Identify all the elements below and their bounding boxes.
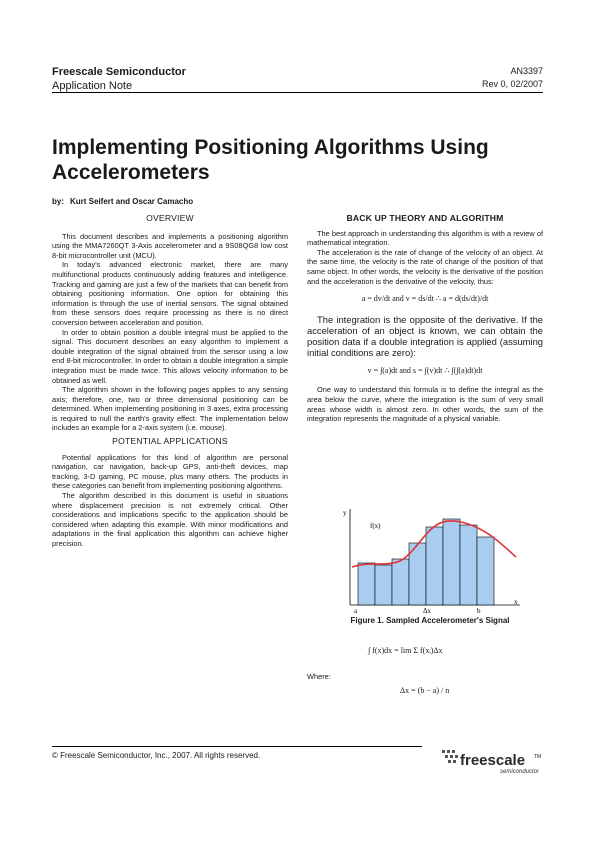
company-name: Freescale Semiconductor: [52, 66, 186, 78]
theory-paragraph: The integration is the opposite of the derivative. If the acceleration of an object is known, we can obtain the position data if a double integration is applied (assuming initial conditions are zero):: [307, 313, 543, 358]
right-column: [307, 213, 543, 424]
copyright: © Freescale Semiconductor, Inc., 2007. All rights reserved.: [52, 751, 261, 760]
applications-heading: POTENTIAL APPLICATIONS: [112, 436, 228, 447]
b-label: b: [477, 607, 481, 615]
riemann-sum-equation: ∫ f(x)dx = lim Σ f(xᵢ)Δx: [368, 646, 443, 655]
document-type: Application Note: [52, 80, 133, 92]
authors-names: Kurt Seifert and Oscar Camacho: [70, 197, 194, 206]
sample-bar: [375, 565, 392, 605]
bars: [358, 519, 494, 605]
header-divider: [52, 92, 543, 93]
x-label: x: [514, 598, 518, 606]
sample-bar: [426, 527, 443, 605]
freescale-logo-icon: [440, 748, 462, 770]
sample-bar: [358, 563, 375, 605]
derivative-equation: a = dv/dt and v = ds/dt ∴ a = d(ds/dt)/dt: [361, 294, 489, 304]
overview-paragraph: The algorithm shown in the following pages applies to any sensing axis; therefore, one, two or three dimensional positioning can be determined. When implementing positioning in 3 axes, extra processing is required to null the earth's gravity effect. The implementation below includes an example for a 2-axis system (i.e. mouse).: [52, 385, 288, 433]
left-column: [52, 213, 288, 549]
authors: [52, 197, 193, 206]
theory-paragraph: One way to understand this formula is to define the integral as the area below the curve, where the integration is the sum of very small areas whose width is almost zero. In other words, the sum of the integration represents the magnitude of a physical variable.: [307, 385, 543, 424]
theory-paragraph: The acceleration is the rate of change of the velocity of an object. At the same time, the velocity is the rate of change of the position of that same object. In other words, the velocity is the derivative of the position and the acceleration is the derivative of the velocity, thus:: [307, 247, 543, 286]
logo-wordmark: freescale: [460, 752, 526, 769]
overview-heading: OVERVIEW: [146, 213, 194, 223]
sample-bar: [460, 525, 477, 605]
figure-caption: Figure 1. Sampled Accelerometer's Signal: [350, 616, 510, 625]
logo-trademark: TM: [534, 754, 542, 760]
delta-x-equation: Δx = (b − a) / n: [400, 686, 450, 695]
overview-paragraph: This document describes and implements a positioning algorithm using the MMA7260QT 3-Axis accelerometer and a 9S08QG8 low cost 8-bit microcontroller unit (MCU).: [52, 231, 288, 260]
sample-bar: [392, 559, 409, 605]
applications-paragraph: The algorithm described in this document is useful in situations where displacement precision is not extremely critical. Other considerations and implications specific to the application should be considered when adapting this example. With minor modifications and adaptations in the final application this algorithm can achieve higher precision.: [52, 491, 288, 548]
where-label: Where:: [307, 672, 331, 681]
theory-paragraph: The best approach in understanding this algorithm is with a review of mathematical integration.: [307, 228, 543, 248]
integral-equation: v = ∫(a)dt and s = ∫(v)dt ∴ ∫(∫(a)dt)dt: [367, 365, 483, 375]
fx-label: f(x): [370, 522, 381, 530]
page-title: Implementing Positioning Algorithms Using Accelerometers: [52, 136, 489, 184]
overview-paragraph: In today's advanced electronic market, there are many multifunctional products continuously adding features and intelligence. Tracking and gaming are just a few of the markets that can benefit from obtaining positioning information. One option for obtaining this information is through the use of inertial sensors. The signal obtained from these sensors does require processing as there is no direct conversion between acceleration and position.: [52, 260, 288, 327]
theory-heading: BACK UP THEORY AND ALGORITHM: [346, 213, 504, 223]
overview-paragraph: In order to obtain position a double integral must be applied to the signal. This document describes an easy algorithm to implement a double integration of the signal obtained from the sensor using a low end 8-bit microcontroller. In order to obtain a double integration a simple integration must be made twice. This allows velocity information to be obtained as well.: [52, 327, 288, 385]
sample-bar: [443, 519, 460, 605]
sampled-signal-figure: [330, 505, 530, 615]
logo-subtitle: semiconductor: [500, 769, 540, 775]
footer-divider: [52, 746, 422, 747]
revision: Rev 0, 02/2007: [481, 79, 543, 89]
freescale-logo: [440, 742, 544, 782]
applications-paragraph: Potential applications for this kind of algorithm are personal navigation, car navigation, back-up GPS, anti-theft devices, map tracking, 3-D gaming, PC mouse, plus many others. The products in these categories can benefit from implementing positioning algorithms.: [52, 452, 288, 491]
document-number: AN3397: [510, 66, 543, 76]
sample-bar: [477, 537, 494, 605]
authors-label: by:: [52, 197, 64, 206]
dx-label: Δx: [423, 607, 432, 615]
y-label: y: [343, 509, 347, 517]
a-label: a: [354, 607, 358, 615]
